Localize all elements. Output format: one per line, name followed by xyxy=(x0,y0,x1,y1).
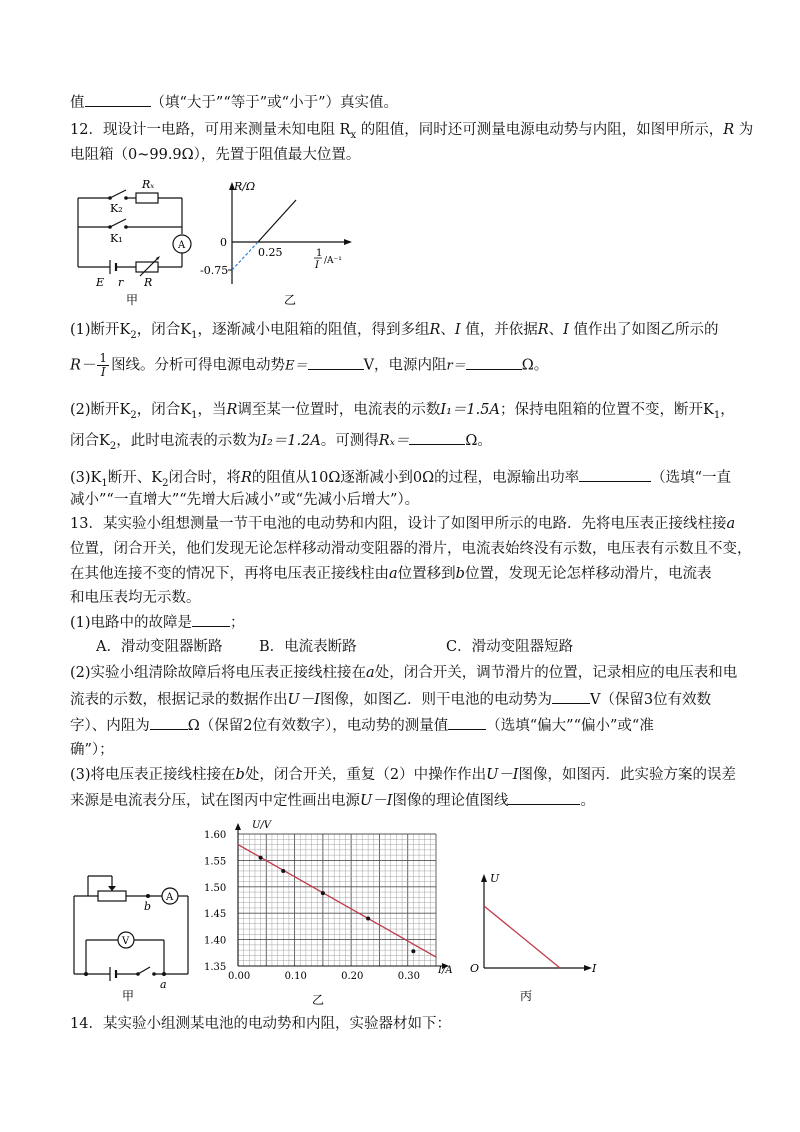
chart-fit-line xyxy=(238,845,436,957)
graph-y-tick: -0.75 xyxy=(200,264,229,277)
q12-part3-line1: $(3)K_1$断开、$K_2$闭合时，将R的阻值从10Ω逐渐减小到0Ω的过程，电源输出功率 （选填“一直 xyxy=(70,467,731,494)
q14-stem: 14．某实验小组测某电池的电动势和内阻，实验器材如下： xyxy=(70,1016,451,1032)
chart-ylabel: U/V xyxy=(252,820,272,831)
internal-resistance-answer-blank[interactable] xyxy=(466,355,522,370)
option-a[interactable]: A．滑动变阻器断路 xyxy=(96,639,223,655)
q13-part3-line2: 来源是电流表分压，试在图丙中定性画出电源U－I图像的理论值图线 。 xyxy=(70,790,595,811)
answer-blank[interactable] xyxy=(85,92,151,107)
chart-x-tick-label: 0.00 xyxy=(228,971,251,982)
emf13-answer-blank[interactable] xyxy=(552,689,590,704)
q13-part2-line2: 流表的示数，根据记录的数据作出U－I图像，如图乙．则干电池的电动势为 V（保留3位有效数 xyxy=(70,689,711,710)
q12-r-vs-inverse-i-graph xyxy=(200,172,360,312)
rx-label: Rₓ xyxy=(142,178,155,191)
q12-part1-line1: (1)断开$K_2$，闭合$K_1$，逐渐减小电阻箱的阻值，得到多组R、I 值，并依据R、I 值作出了如图乙所示的 xyxy=(70,322,719,341)
chart-y-tick-label: 1.40 xyxy=(204,935,227,947)
chart-y-tick-label: 1.45 xyxy=(204,909,227,921)
measured-u-i-line xyxy=(484,906,560,968)
chart-y-tick-label: 1.35 xyxy=(204,962,227,973)
q12-stem-line2: 电阻箱（0~99.9Ω），先置于阻值最大位置。 xyxy=(70,147,361,163)
r13-answer-blank[interactable] xyxy=(150,715,188,730)
q13-stem-line2: 位置，闭合开关，他们发现无论怎样移动滑动变阻器的滑片，电流表始终没有示数，电压表有示数且不变， xyxy=(70,541,752,557)
fig13-circuit-caption: 甲 xyxy=(122,989,135,1002)
chart-y-axis-arrow xyxy=(235,823,241,830)
option-b[interactable]: B．电流表断路 xyxy=(259,639,357,655)
chart-x-tick-label: 0.20 xyxy=(341,971,364,982)
graph-xlabel-num: 1 xyxy=(316,248,323,259)
graph-xlabel-den: I xyxy=(315,260,319,271)
q12-circuit-diagram xyxy=(70,172,200,312)
q13-u-i-chart xyxy=(200,818,465,1008)
fig12-circuit-caption: 甲 xyxy=(126,293,139,307)
q12-part2-line1: (2)断开$K_2$，闭合$K_1$，当R调至某一位置时，电流表的示数I₁＝1.5A；保持电阻箱的位置不变，断开$K_1$， xyxy=(70,402,735,421)
terminal-b-label: b xyxy=(144,900,152,913)
sketch-i-label: I xyxy=(592,962,597,975)
chart-y-tick-label: 1.50 xyxy=(204,882,227,894)
chart-x-tick-label: 0.10 xyxy=(284,971,307,982)
fig12-graph-caption: 乙 xyxy=(284,293,297,307)
k1-label: K₁ xyxy=(110,232,123,245)
line-answer-tail: 值 （填“大于”“等于”或“小于”）真实值。 xyxy=(70,92,398,113)
bias-answer-blank[interactable] xyxy=(448,715,486,730)
q13-part3-line1: (3)将电压表正接线柱接在b处，闭合开关，重复（2）中操作作出U－I图像，如图丙．此实验方案的误差 xyxy=(70,767,737,783)
chart-y-tick-label: 1.60 xyxy=(204,830,227,841)
fig13-sketch-caption: 丙 xyxy=(520,989,533,1003)
q13-options xyxy=(96,637,574,657)
graph-xlabel-unit: /A⁻¹ xyxy=(324,256,342,266)
emf-label: E xyxy=(96,276,105,289)
fig13-graph-caption: 乙 xyxy=(312,993,325,1007)
rheostat-r-label: R xyxy=(144,276,153,289)
rx-answer-blank[interactable] xyxy=(409,430,465,445)
chart-y-tick-label: 1.55 xyxy=(204,856,227,868)
chart-data-point xyxy=(411,949,415,953)
q12-part2-line2: 闭合$K_2$，此时电流表的示数为I₂＝1.2A。可测得Rₓ＝ Ω。 xyxy=(70,430,492,457)
emf-answer-blank[interactable] xyxy=(308,355,364,370)
q13-part1: (1)电路中的故障是 ； xyxy=(70,612,245,633)
theory-line-answer-blank[interactable] xyxy=(508,790,580,805)
q13-stem-line4: 和电压表均无示数。 xyxy=(70,590,201,606)
sketch-o-label: O xyxy=(470,962,480,975)
q13-circuit-diagram xyxy=(66,862,196,1002)
graph-x-tick: 0.25 xyxy=(258,246,283,259)
sketch-u-label: U xyxy=(490,872,500,885)
q13-part2-line1: (2)实验小组清除故障后将电压表正接线柱接在a处，闭合开关，调节滑片的位置，记录相应的电压表和电 xyxy=(70,665,738,681)
chart-x-tick-label: 0.30 xyxy=(397,971,420,982)
ammeter-a-label: A xyxy=(178,240,186,251)
fault-answer-blank[interactable] xyxy=(192,612,230,627)
q13-part2-line3: 字）、内阻为 Ω（保留2位有效数字），电动势的测量值 （选填“偏大”“偏小”或“准 xyxy=(70,715,654,736)
voltmeter-v-label: V xyxy=(122,936,130,947)
chart-data-point xyxy=(259,856,263,860)
k2-label: K₂ xyxy=(110,202,123,215)
chart-data-point xyxy=(366,916,370,920)
graph-ylabel: R/Ω xyxy=(234,180,256,193)
internal-r-label: r xyxy=(118,276,124,289)
option-c[interactable]: C．滑动变阻器短路 xyxy=(446,639,574,655)
graph-origin: 0 xyxy=(220,236,227,249)
chart-xlabel: I/A xyxy=(438,965,453,976)
q13-stem-line1: 13．某实验小组想测量一节干电池的电动势和内阻，设计了如图甲所示的电路．先将电压表正接线柱接a xyxy=(70,516,736,532)
chart-data-point xyxy=(321,891,325,895)
power-answer-blank[interactable] xyxy=(579,467,651,482)
q13-part2-line4: 确”）； xyxy=(70,742,114,758)
chart-data-point xyxy=(281,869,285,873)
q12-part1-line2: R－ $\frac{1}{I}$ 图线。分析可得电源电动势E＝ V，电源内阻r＝ Ω。 xyxy=(70,351,549,379)
q13-sketch-figure xyxy=(468,866,608,1006)
ammeter-a-label: A xyxy=(166,892,174,903)
q13-stem-line3: 在其他连接不变的情况下，再将电压表正接线柱由a位置移到b位置，发现无论怎样移动滑片，电流表 xyxy=(70,566,712,582)
q12-part3-line2: 减小”“一直增大”“先增大后减小”或“先减小后增大”）。 xyxy=(70,492,420,508)
q12-stem-line1: 12．现设计一电路，可用来测量未知电阻 $R_x$ 的阻值，同时还可测量电源电动势与内阻，如图甲所示，R 为 xyxy=(70,122,754,141)
terminal-a-label: a xyxy=(160,978,167,991)
